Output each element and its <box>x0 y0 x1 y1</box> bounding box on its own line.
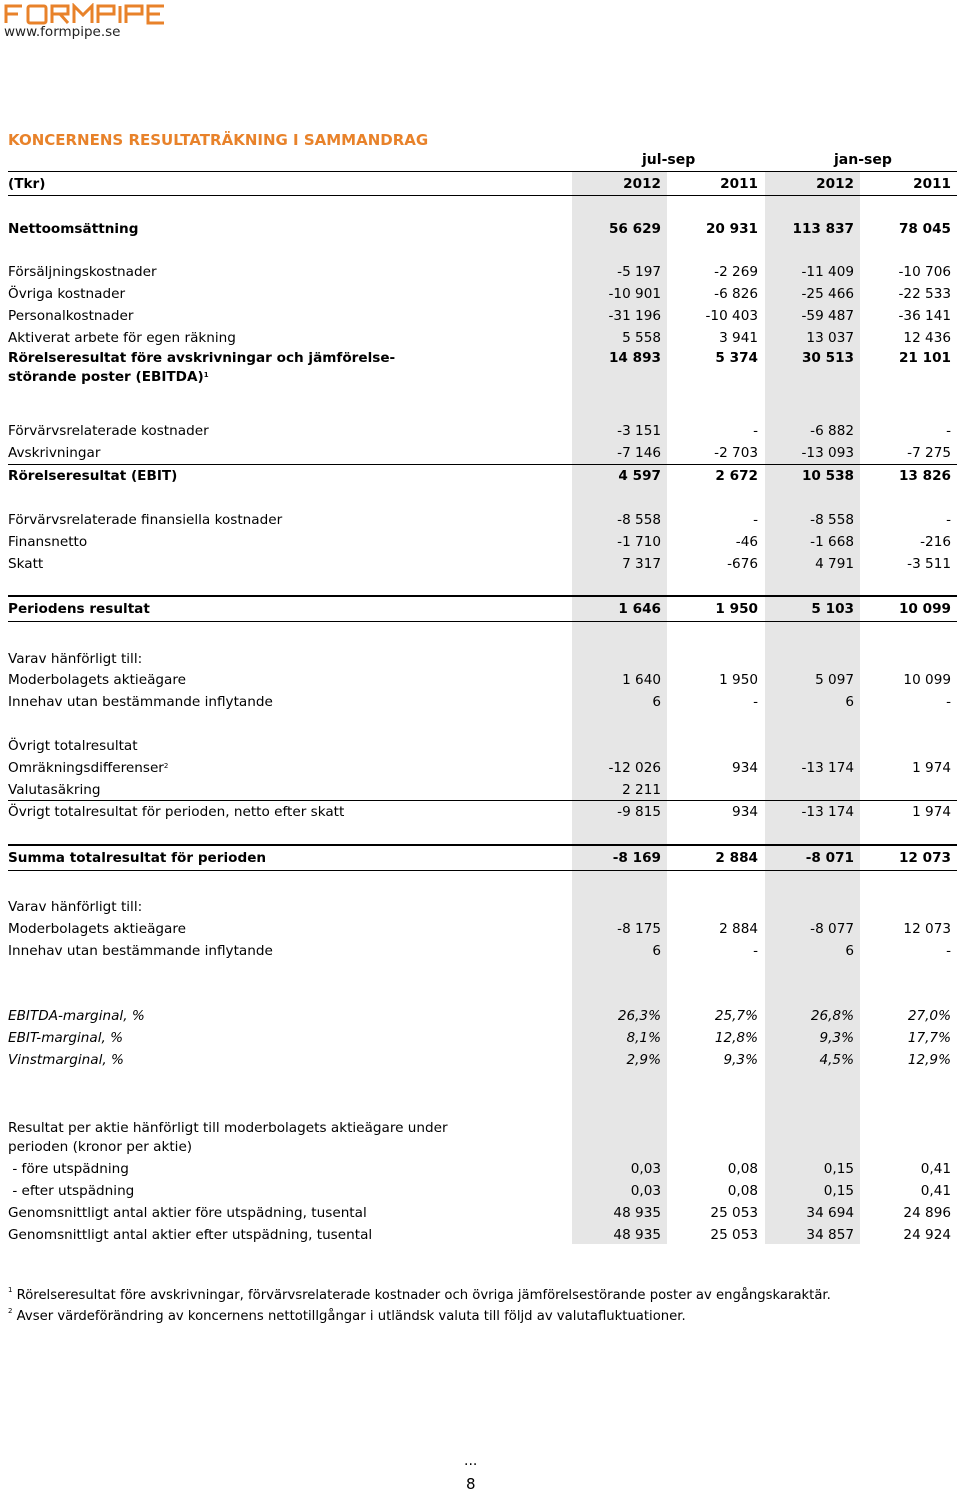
row-label: Rörelseresultat (EBIT) <box>8 468 178 484</box>
cell: 10 099 <box>903 672 951 688</box>
cell: 0,03 <box>630 1161 661 1177</box>
cell: 1 950 <box>715 601 758 617</box>
row-rule <box>8 870 957 871</box>
cell: -10 901 <box>608 286 661 302</box>
table-row <box>8 801 958 823</box>
cell: 34 857 <box>806 1227 854 1243</box>
table-row <box>8 465 958 487</box>
table-row <box>8 1202 958 1224</box>
cell: 17,7% <box>907 1030 951 1046</box>
cell: 5 558 <box>622 330 661 346</box>
table-row <box>8 1136 958 1158</box>
cell: 2 672 <box>715 468 758 484</box>
year-header: 2012 <box>623 176 661 192</box>
cell: -7 146 <box>617 445 661 461</box>
cell: -1 710 <box>617 534 661 550</box>
footnote-1 <box>8 1288 831 1303</box>
table-row <box>8 442 958 464</box>
cell: -2 269 <box>714 264 758 280</box>
cell: 1 950 <box>719 672 758 688</box>
row-label: EBITDA-marginal, % <box>8 1008 145 1024</box>
table-row-continuation <box>8 366 958 388</box>
cell: -10 706 <box>898 264 951 280</box>
cell: 0,08 <box>727 1161 758 1177</box>
cell: -13 174 <box>801 804 854 820</box>
cell: 2 884 <box>715 850 758 866</box>
table-row <box>8 509 958 531</box>
column-header-row <box>8 173 958 195</box>
cell: -6 882 <box>810 423 854 439</box>
cell: 1 974 <box>912 804 951 820</box>
cell: 12 073 <box>903 921 951 937</box>
cell: -31 196 <box>608 308 661 324</box>
row-label: Valutasäkring <box>8 782 101 798</box>
cell: -8 558 <box>617 512 661 528</box>
cell: 0,08 <box>727 1183 758 1199</box>
cell: 25 053 <box>710 1205 758 1221</box>
table-row <box>8 691 958 713</box>
cell: 13 037 <box>806 330 854 346</box>
cell: 6 <box>845 694 854 710</box>
cell: -13 174 <box>801 760 854 776</box>
table-row <box>8 1158 958 1180</box>
row-label: Aktiverat arbete för egen räkning <box>8 330 236 346</box>
table-row <box>8 847 958 869</box>
period-header-jan-sep: jan-sep <box>834 152 892 168</box>
table-row <box>8 283 958 305</box>
table-row <box>8 553 958 575</box>
table-row <box>8 218 958 240</box>
row-label: Innehav utan bestämmande inflytande <box>8 943 273 959</box>
cell: -8 071 <box>805 850 854 866</box>
cell: 25,7% <box>714 1008 758 1024</box>
cell: -59 487 <box>801 308 854 324</box>
cell: 56 629 <box>608 221 661 237</box>
row-label: Finansnetto <box>8 534 88 550</box>
cell: 13 826 <box>898 468 951 484</box>
row-label: Genomsnittligt antal aktier efter utspädning, tusental <box>8 1227 373 1243</box>
cell: 5 097 <box>815 672 854 688</box>
footnote-2 <box>8 1309 686 1324</box>
cell: 26,8% <box>810 1008 854 1024</box>
cell: 4 791 <box>815 556 854 572</box>
cell: -6 826 <box>714 286 758 302</box>
cell: 30 513 <box>801 350 854 366</box>
cell: 934 <box>732 760 758 776</box>
cell: -216 <box>920 534 951 550</box>
cell: 10 538 <box>801 468 854 484</box>
cell: 0,03 <box>630 1183 661 1199</box>
cell: 20 931 <box>705 221 758 237</box>
row-label: Innehav utan bestämmande inflytande <box>8 694 273 710</box>
row-label: - före utspädning <box>8 1161 129 1177</box>
cell: - <box>753 423 758 439</box>
cell: 4,5% <box>819 1052 854 1068</box>
year-header: 2011 <box>913 176 951 192</box>
cell: 12,9% <box>907 1052 951 1068</box>
row-label: - efter utspädning <box>8 1183 135 1199</box>
table-row <box>8 779 958 801</box>
row-rule <box>8 844 957 846</box>
cell: 2 211 <box>622 782 661 798</box>
row-label: Förvärvsrelaterade kostnader <box>8 423 209 439</box>
header-rule <box>8 171 957 172</box>
table-row <box>8 669 958 691</box>
row-label: perioden (kronor per aktie) <box>8 1139 193 1155</box>
cell: -11 409 <box>801 264 854 280</box>
cell: -12 026 <box>608 760 661 776</box>
row-label: Avskrivningar <box>8 445 101 461</box>
cell: 1 640 <box>622 672 661 688</box>
cell: 1 974 <box>912 760 951 776</box>
cell: -36 141 <box>898 308 951 324</box>
row-label: Övrigt totalresultat för perioden, netto efter skatt <box>8 804 345 820</box>
cell: - <box>946 423 951 439</box>
period-header-jul-sep: jul-sep <box>642 152 696 168</box>
footnote-text: Rörelseresultat före avskrivningar, förvärvsrelaterade kostnader och övriga jämförelsestörande poster av engångskaraktär. <box>16 1288 831 1303</box>
row-label: Övriga kostnader <box>8 286 126 302</box>
cell: 9,3% <box>723 1052 758 1068</box>
cell: 1 646 <box>618 601 661 617</box>
footnote-marker: 2 <box>8 1307 13 1315</box>
row-label: Rörelseresultat före avskrivningar och jämförelse- <box>8 350 396 366</box>
cell: 113 837 <box>792 221 854 237</box>
table-row <box>8 305 958 327</box>
row-label: Omräkningsdifferenser$^2$ <box>8 760 169 776</box>
cell: 27,0% <box>907 1008 951 1024</box>
table-row <box>8 598 958 620</box>
cell: 12 073 <box>898 850 951 866</box>
row-label: Moderbolagets aktieägare <box>8 672 187 688</box>
cell: 8,1% <box>626 1030 661 1046</box>
cell: - <box>753 943 758 959</box>
cell: 0,41 <box>920 1183 951 1199</box>
row-label: Förvärvsrelaterade finansiella kostnader <box>8 512 283 528</box>
cell: -8 558 <box>810 512 854 528</box>
cell: -2 703 <box>714 445 758 461</box>
row-label: Vinstmarginal, % <box>8 1052 124 1068</box>
cell: 5 103 <box>811 601 854 617</box>
table-row <box>8 420 958 442</box>
footnote-marker: 1 <box>8 1286 13 1294</box>
cell: -3 511 <box>907 556 951 572</box>
row-label: Försäljningskostnader <box>8 264 157 280</box>
table-row <box>8 531 958 553</box>
table-row <box>8 1180 958 1202</box>
cell: 6 <box>652 694 661 710</box>
cell: -46 <box>735 534 758 550</box>
cell: 7 317 <box>622 556 661 572</box>
cell: -8 169 <box>612 850 661 866</box>
cell: 0,15 <box>823 1183 854 1199</box>
cell: 24 924 <box>903 1227 951 1243</box>
cell: 4 597 <box>618 468 661 484</box>
row-label: Genomsnittligt antal aktier före utspädning, tusental <box>8 1205 367 1221</box>
row-label: EBIT-marginal, % <box>8 1030 124 1046</box>
cell: 21 101 <box>898 350 951 366</box>
table-row <box>8 261 958 283</box>
cell: -9 815 <box>617 804 661 820</box>
unit-label: (Tkr) <box>8 176 46 192</box>
row-rule <box>8 621 957 622</box>
cell: 24 896 <box>903 1205 951 1221</box>
footnote-marker: 1 <box>203 371 209 379</box>
page-number: 8 <box>466 1475 476 1493</box>
cell: 14 893 <box>608 350 661 366</box>
cell: 26,3% <box>617 1008 661 1024</box>
cell: 6 <box>652 943 661 959</box>
cell: 0,41 <box>920 1161 951 1177</box>
cell: 25 053 <box>710 1227 758 1243</box>
cell: 934 <box>732 804 758 820</box>
cell: -10 403 <box>705 308 758 324</box>
footnote-marker: 2 <box>163 762 169 770</box>
cell: - <box>946 512 951 528</box>
table-row <box>8 648 958 670</box>
cell: 2 884 <box>719 921 758 937</box>
row-label: Periodens resultat <box>8 601 150 617</box>
page-title: KONCERNENS RESULTATRÄKNING I SAMMANDRAG <box>8 131 429 149</box>
cell: -8 077 <box>810 921 854 937</box>
table-row <box>8 735 958 757</box>
year-header: 2011 <box>720 176 758 192</box>
cell: 48 935 <box>613 1205 661 1221</box>
cell: 3 941 <box>719 330 758 346</box>
page-ellipsis: ... <box>464 1453 478 1469</box>
table-row <box>8 757 958 779</box>
cell: 10 099 <box>898 601 951 617</box>
cell: 9,3% <box>819 1030 854 1046</box>
cell: 2,9% <box>626 1052 661 1068</box>
cell: 48 935 <box>613 1227 661 1243</box>
row-label: Varav hänförligt till: <box>8 899 143 915</box>
cell: -676 <box>727 556 758 572</box>
row-label: Skatt <box>8 556 44 572</box>
cell: -8 175 <box>617 921 661 937</box>
cell: - <box>946 694 951 710</box>
row-label: Resultat per aktie hänförligt till moderbolagets aktieägare under <box>8 1120 448 1136</box>
table-row <box>8 1049 958 1071</box>
website-url[interactable]: www.formpipe.se <box>4 24 121 40</box>
row-label: Summa totalresultat för perioden <box>8 850 267 866</box>
cell: 12,8% <box>714 1030 758 1046</box>
cell: -25 466 <box>801 286 854 302</box>
cell: - <box>753 512 758 528</box>
year-header: 2012 <box>816 176 854 192</box>
row-label: Nettoomsättning <box>8 221 139 237</box>
table-row <box>8 940 958 962</box>
row-label: Övrigt totalresultat <box>8 738 138 754</box>
cell: -22 533 <box>898 286 951 302</box>
table-row <box>8 918 958 940</box>
cell: 12 436 <box>903 330 951 346</box>
table-row <box>8 327 958 349</box>
cell: -5 197 <box>617 264 661 280</box>
cell: 34 694 <box>806 1205 854 1221</box>
row-label: Personalkostnader <box>8 308 134 324</box>
table-row <box>8 1005 958 1027</box>
header-bottom-rule <box>8 195 957 196</box>
row-label: störande poster (EBITDA)$^1$ <box>8 369 209 385</box>
cell: - <box>946 943 951 959</box>
cell: 0,15 <box>823 1161 854 1177</box>
cell: -3 151 <box>617 423 661 439</box>
cell: - <box>753 694 758 710</box>
cell: 6 <box>845 943 854 959</box>
formpipe-logo <box>4 3 184 25</box>
table-row <box>8 1224 958 1246</box>
table-row <box>8 896 958 918</box>
row-label: Varav hänförligt till: <box>8 651 143 667</box>
cell: 78 045 <box>898 221 951 237</box>
footnote-text: Avser värdeförändring av koncernens nettotillgångar i utländsk valuta till följd av valutafluktuationer. <box>16 1309 686 1324</box>
cell: 5 374 <box>715 350 758 366</box>
cell: -1 668 <box>810 534 854 550</box>
row-rule <box>8 595 957 597</box>
row-label: Moderbolagets aktieägare <box>8 921 187 937</box>
cell: -13 093 <box>801 445 854 461</box>
cell: -7 275 <box>907 445 951 461</box>
table-row <box>8 1027 958 1049</box>
